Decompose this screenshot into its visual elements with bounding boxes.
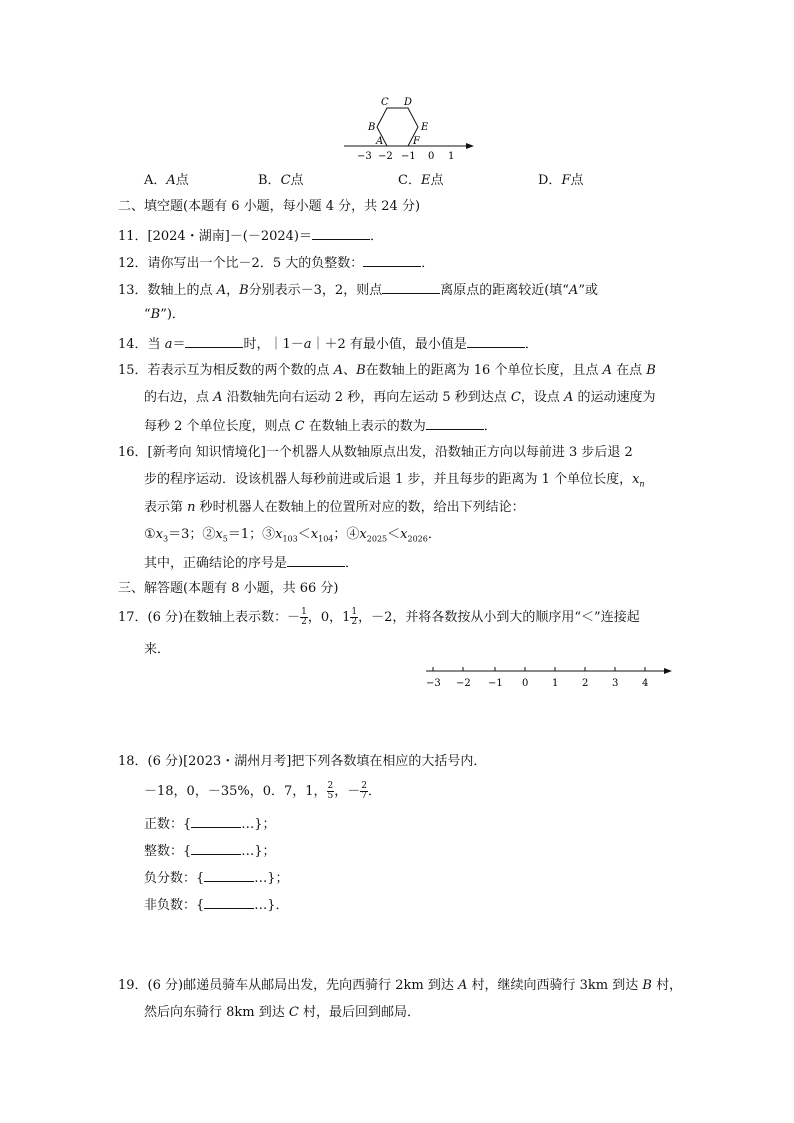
question-13: 13．数轴上的点 A，B分别表示－3，2，则点 离原点的距离较近(填“A”或: [118, 283, 598, 298]
tick-label: −3: [426, 678, 441, 689]
question-18-numbers: －18，0，－35%，0．7，1， $\frac{2}{5}$ ，－ $\frac{2}{7}$ ．: [144, 781, 382, 801]
question-15: 15．若表示互为相反数的两个数的点 A、B在数轴上的距离为 16 个单位长度，且点 A 在点 B: [118, 363, 656, 378]
number-line-arrow: [466, 143, 474, 149]
answer-blank: [191, 842, 241, 855]
tick-label: 2: [582, 678, 589, 689]
label-A: A: [376, 136, 384, 147]
tick-label: −1: [488, 678, 503, 689]
label-C: C: [381, 97, 389, 108]
tick-label: −1: [401, 151, 416, 162]
option-a: A．A点: [144, 173, 189, 188]
question-15-line-2: 的右边，点 A 沿数轴先向右运动 2 秒，再向左运动 5 秒到达点 C，设点 A 的运动速度为: [144, 390, 656, 405]
tick-label: −3: [357, 151, 372, 162]
question-16: 16．[新考向 知识情境化]一个机器人从数轴原点出发，沿数轴正方向以每前进 3 步后退 2: [118, 445, 633, 460]
tick-label: −2: [456, 678, 471, 689]
tick-label: 4: [642, 678, 649, 689]
question-14: 14．当 a＝ 时，｜1－a｜＋2 有最小值，最小值是 ．: [118, 337, 538, 352]
answer-row-positive: 正数：{ …}；: [144, 817, 276, 832]
option-d: D．F点: [538, 173, 584, 188]
fraction: $\frac{2}{5}$: [327, 781, 334, 801]
tick-label: 1: [448, 151, 455, 162]
answer-blank: [204, 869, 254, 882]
question-16-line-2: 步的程序运动．设该机器人每秒前进或后退 1 步，并且每步的距离为 1 个单位长度，$x_n$: [144, 472, 645, 489]
section-heading-fill-in: 二、填空题(本题有 6 小题，每小题 4 分，共 24 分): [118, 199, 421, 214]
fraction: $\frac{2}{7}$: [361, 781, 368, 801]
answer-row-negative-fraction: 负分数：{ …}；: [144, 871, 289, 886]
hexagon-number-line-figure: [340, 92, 480, 164]
answer-blank: [191, 815, 241, 828]
question-16-conclusions: $①x_3=3$；$②x_5=1$；$③x_{103}<x_{104}$；$④x_{2025}<x_{2026}$．: [144, 527, 441, 544]
question-15-line-3: 每秒 2 个单位长度，则点 C 在数轴上表示的数为 ．: [144, 419, 497, 434]
answer-row-integer: 整数：{ …}；: [144, 844, 276, 859]
q17-number-line: [420, 660, 678, 690]
fraction: $\frac{1}{2}$: [351, 607, 358, 627]
section-heading-answers: 三、解答题(本题有 8 小题，共 66 分): [118, 581, 339, 596]
answer-blank: [467, 335, 525, 348]
question-16-line-3: 表示第 n 秒时机器人在数轴上的位置所对应的数，给出下列结论：: [144, 500, 525, 515]
label-B: B: [368, 122, 376, 133]
answer-blank: [363, 254, 421, 267]
label-E: E: [421, 122, 429, 133]
option-b: B．C点: [258, 173, 304, 188]
answer-blank: [204, 896, 254, 909]
tick-label: 3: [612, 678, 619, 689]
tick-label: 1: [552, 678, 559, 689]
label-D: D: [404, 97, 413, 108]
question-17-line-2: 来．: [144, 642, 171, 657]
answer-blank: [382, 281, 440, 294]
question-16-line-5: 其中，正确结论的序号是 ．: [144, 556, 359, 571]
question-13-line-2: “B”)．: [144, 307, 185, 322]
question-19-line-2: 然后向东骑行 8km 到达 C 村，最后回到邮局．: [144, 1005, 420, 1020]
fraction: $\frac{1}{2}$: [301, 607, 307, 627]
question-19: 19．(6 分)邮递员骑车从邮局出发，先向西骑行 2km 到达 A 村，继续向西骑行 3km 到达 B 村，: [118, 978, 683, 993]
tick-label: 0: [428, 151, 435, 162]
question-17: 17．(6 分)在数轴上表示数：－ $\frac{1}{2}$ ，0，1 $\frac{1}{2}$ ，－2，并将各数按从小到大的顺序用“＜”连接起: [118, 607, 640, 627]
answer-row-non-negative: 非负数：{ …}．: [144, 898, 289, 913]
question-11: 11．[2024・湖南]－(－2024)＝ ．: [118, 229, 384, 244]
answer-blank: [185, 335, 243, 348]
question-18: 18．(6 分)[2023・湖州月考]把下列各数填在相应的大括号内．: [118, 754, 487, 769]
label-F: F: [413, 136, 420, 147]
answer-blank: [312, 227, 370, 240]
option-c: C．E点: [398, 173, 444, 188]
tick-label: −2: [378, 151, 393, 162]
tick-label: 0: [522, 678, 529, 689]
answer-blank: [426, 417, 484, 430]
question-12: 12．请你写出一个比－2．5 大的负整数： ．: [118, 256, 435, 271]
answer-blank: [287, 554, 345, 567]
